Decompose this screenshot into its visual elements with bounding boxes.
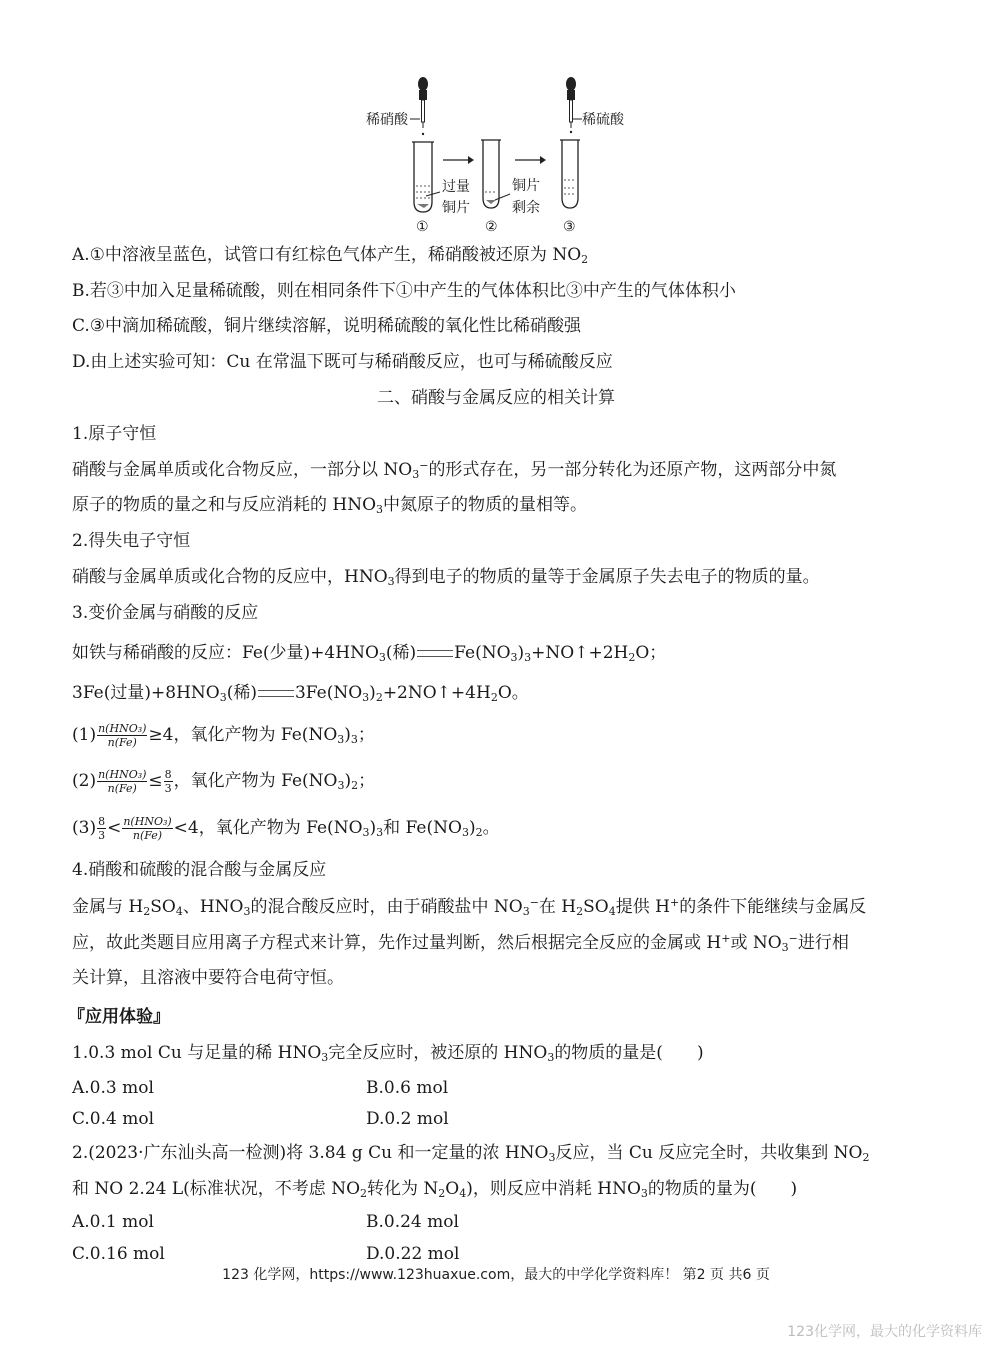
q1-option-c: C.0.4 mol — [72, 1109, 155, 1129]
ratio-fraction: $\frac{\text{n(HNO₃)}}{n(Fe)}$ — [123, 815, 172, 842]
question-1: 1.0.3 mol Cu 与足量的稀 $HNO_3$完全反应时，被还原的 $HNO_3$的物质的量是( ) — [72, 1043, 704, 1064]
s1-para-line2: 原子的物质的量之和与反应消耗的 $HNO_3$中氮原子的物质的量相等。 — [72, 495, 588, 516]
q1-option-a: A.0.3 mol — [72, 1078, 154, 1098]
s3-case-2: (2) $\frac{\text{n(HNO₃)}}{n(Fe)}$ ≤ $\frac{8}{3}$ ，氧化产物为 $Fe(NO_3)_2$； — [72, 768, 376, 795]
s2-title: 2.得失电子守恒 — [72, 531, 191, 551]
s4-para-line1: 金属与 $H_2SO_4$、$HNO_3$的混合酸反应时，由于硝酸盐中 $NO_3^-$在 $H_2SO_4$提供 H+的条件下能继续与金属反 — [72, 896, 867, 918]
s1-para-line1: 硝酸与金属单质或化合物反应，一部分以 $NO_3^-$的形式存在，另一部分转化为还原产物，这两部分中氮 — [72, 459, 837, 481]
s2-para: 硝酸与金属单质或化合物的反应中，$HNO_3$得到电子的物质的量等于金属原子失去电子的物质的量。 — [72, 567, 820, 588]
s4-para-line3: 关计算，且溶液中要符合电荷守恒。 — [72, 968, 344, 988]
s3-case-3: (3) $\frac{8}{3}$ < $\frac{\text{n(HNO₃)}}{n(Fe)}$ <4，氧化产物为 $Fe(NO_3)_3$和 $Fe(NO_3)_2$。 — [72, 815, 500, 842]
arrow-right-1 — [443, 156, 474, 164]
ratio-fraction: $\frac{\text{n(HNO₃)}}{n(Fe)}$ — [98, 722, 147, 749]
option-b: B.若③中加入足量稀硫酸，则在相同条件下①中产生的气体体积比③中产生的气体体积小 — [72, 281, 736, 301]
label-copper-2: 铜片 — [512, 178, 540, 194]
s4-title: 4.硝酸和硫酸的混合酸与金属反应 — [72, 860, 327, 880]
label-dilute-nitric: 稀硝酸 — [366, 112, 408, 128]
equal-sign — [258, 690, 294, 697]
label-remaining: 剩余 — [512, 200, 540, 216]
q1-option-d: D.0.2 mol — [366, 1109, 449, 1129]
s4-para-line2: 应，故此类题目应用离子方程式来计算，先作过量判断，然后根据完全反应的金属或 H+或 $NO_3^-$进行相 — [72, 932, 849, 954]
s1-title: 1.原子守恒 — [72, 424, 157, 444]
dropper-1 — [418, 77, 428, 135]
q2-option-b: B.0.24 mol — [366, 1212, 459, 1232]
section-title: 二、硝酸与金属反应的相关计算 — [377, 388, 615, 408]
dropper-3 — [566, 77, 576, 133]
question-2-line1: 2.(2023·广东汕头高一检测)将 3.84 g Cu 和一定量的浓 $HNO_3$反应，当 Cu 反应完全时，共收集到 $NO_2$ — [72, 1143, 870, 1164]
s3-equation-1: 如铁与稀硝酸的反应：Fe(少量)$+4HNO_3$(稀) $Fe(NO_3)_3+NO↑+2H_2O$； — [72, 643, 667, 664]
watermark: 123化学网，最大的化学资料库 — [787, 1324, 982, 1340]
equal-sign — [417, 650, 453, 657]
page-footer: 123 化学网，https://www.123huaxue.com，最大的中学化学资料库！ 第2 页 共6 页 — [222, 1267, 770, 1283]
option-a: A.①中溶液呈蓝色，试管口有红棕色气体产生，稀硝酸被还原为 $NO_2$ — [72, 245, 589, 266]
eight-thirds-fraction: $\frac{8}{3}$ — [164, 768, 172, 795]
tube-label-3: ③ — [563, 219, 576, 235]
q2-option-d: D.0.22 mol — [366, 1244, 460, 1264]
q1-option-b: B.0.6 mol — [366, 1078, 449, 1098]
tube-label-2: ② — [485, 219, 498, 235]
q2-option-a: A.0.1 mol — [72, 1212, 154, 1232]
question-2-line2: 和 NO 2.24 L(标准状况，不考虑 $NO_2$转化为 $N_2O_4$)，则反应中消耗 $HNO_3$的物质的量为( ) — [72, 1179, 798, 1200]
eight-thirds-fraction: $\frac{8}{3}$ — [98, 815, 106, 842]
test-tube-3 — [560, 140, 580, 208]
arrow-right-2 — [515, 156, 546, 164]
ratio-fraction: $\frac{\text{n(HNO₃)}}{n(Fe)}$ — [98, 768, 147, 795]
label-copper-1: 铜片 — [442, 200, 470, 216]
test-tube-1 — [412, 142, 434, 212]
s3-equation-2: 3Fe(过量)$+8HNO_3$(稀) $3Fe(NO_3)_2+2NO↑+4H_2O$。 — [72, 683, 529, 704]
experiment-figure — [360, 74, 650, 236]
option-c: C.③中滴加稀硫酸，铜片继续溶解，说明稀硫酸的氧化性比稀硝酸强 — [72, 316, 582, 336]
test-tube-2 — [481, 140, 501, 208]
tube-label-1: ① — [416, 219, 429, 235]
s3-case-1: (1) $\frac{\text{n(HNO₃)}}{n(Fe)}$ ≥4，氧化产物为 $Fe(NO_3)_3$； — [72, 722, 375, 749]
option-d: D.由上述实验可知：Cu 在常温下既可与稀硝酸反应，也可与稀硫酸反应 — [72, 352, 613, 372]
practice-heading: 『应用体验』 — [68, 1007, 170, 1027]
q2-option-c: C.0.16 mol — [72, 1244, 165, 1264]
label-dilute-sulfuric: 稀硫酸 — [582, 112, 624, 128]
label-excess: 过量 — [442, 179, 470, 195]
s3-title: 3.变价金属与硝酸的反应 — [72, 603, 259, 623]
